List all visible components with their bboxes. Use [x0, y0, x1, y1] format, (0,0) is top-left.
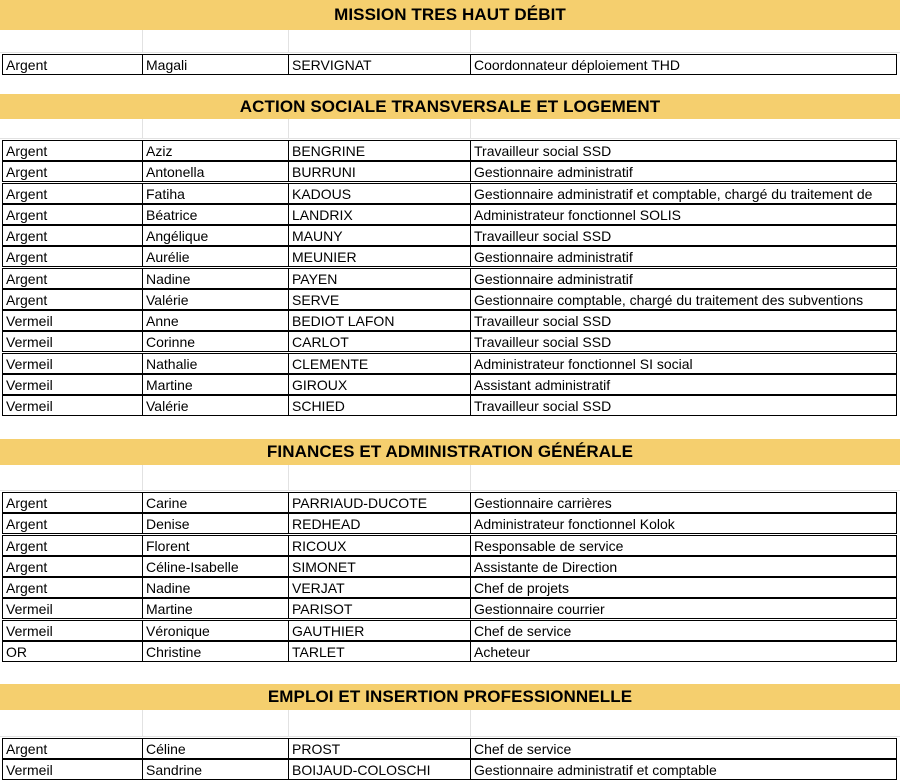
gridline	[142, 119, 143, 138]
last-name-cell[interactable]: TARLET	[288, 641, 470, 662]
job-title-cell[interactable]: Gestionnaire carrières	[470, 492, 897, 513]
job-title-cell[interactable]: Gestionnaire courrier	[470, 598, 897, 619]
last-name-cell[interactable]: BOIJAUD-COLOSCHI	[288, 759, 470, 780]
gridline	[470, 465, 471, 490]
table-row	[0, 556, 900, 577]
last-name-cell[interactable]: PARRIAUD-DUCOTE	[288, 492, 470, 513]
job-title-cell[interactable]: Travailleur social SSD	[470, 331, 897, 352]
medal-cell[interactable]: Argent	[2, 577, 142, 598]
job-title-cell[interactable]: Travailleur social SSD	[470, 225, 897, 246]
job-title-cell[interactable]: Acheteur	[470, 641, 897, 662]
job-title-cell[interactable]: Gestionnaire administratif et comptable, chargé du traitement de	[470, 183, 897, 204]
first-name-cell[interactable]: Christine	[142, 641, 288, 662]
medal-cell[interactable]: Argent	[2, 738, 142, 759]
job-title-cell[interactable]: Administrateur fonctionnel Kolok	[470, 513, 897, 534]
empty-row[interactable]	[0, 30, 900, 53]
table-row	[0, 759, 900, 780]
table-row	[0, 353, 900, 374]
last-name-cell[interactable]: PARISOT	[288, 598, 470, 619]
last-name-cell[interactable]: KADOUS	[288, 183, 470, 204]
medal-cell[interactable]: OR	[2, 641, 142, 662]
last-name-cell[interactable]: PROST	[288, 738, 470, 759]
table-row	[0, 331, 900, 352]
first-name-cell[interactable]: Antonella	[142, 161, 288, 182]
table-row	[0, 641, 900, 662]
gridline	[470, 119, 471, 138]
gridline	[470, 710, 471, 736]
job-title-cell[interactable]: Gestionnaire comptable, chargé du traitement des subventions	[470, 289, 897, 310]
last-name-cell[interactable]: SCHIED	[288, 395, 470, 416]
job-title-cell[interactable]: Chef de service	[470, 738, 897, 759]
job-title-cell[interactable]: Assistant administratif	[470, 374, 897, 395]
section-header[interactable]: EMPLOI ET INSERTION PROFESSIONNELLE	[0, 684, 900, 710]
first-name-cell[interactable]: Corinne	[142, 331, 288, 352]
job-title-cell[interactable]: Gestionnaire administratif	[470, 268, 897, 289]
medal-cell[interactable]: Argent	[2, 492, 142, 513]
table-row	[0, 535, 900, 556]
table-row	[0, 620, 900, 641]
first-name-cell[interactable]: Sandrine	[142, 759, 288, 780]
job-title-cell[interactable]: Administrateur fonctionnel SI social	[470, 353, 897, 374]
medal-cell[interactable]: Argent	[2, 535, 142, 556]
medal-cell[interactable]: Argent	[2, 140, 142, 161]
first-name-cell[interactable]: Céline	[142, 738, 288, 759]
last-name-cell[interactable]: REDHEAD	[288, 513, 470, 534]
first-name-cell[interactable]: Anne	[142, 310, 288, 331]
empty-row[interactable]	[0, 119, 900, 139]
gridline	[288, 119, 289, 138]
empty-row[interactable]	[0, 710, 900, 737]
medal-cell[interactable]: Vermeil	[2, 353, 142, 374]
first-name-cell[interactable]: Véronique	[142, 620, 288, 641]
gridline	[288, 465, 289, 490]
section-header[interactable]: ACTION SOCIALE TRANSVERSALE ET LOGEMENT	[0, 94, 900, 119]
table-row	[0, 738, 900, 759]
table-row	[0, 204, 900, 225]
table-row	[0, 577, 900, 598]
job-title-cell[interactable]: Travailleur social SSD	[470, 140, 897, 161]
medal-cell[interactable]: Argent	[2, 246, 142, 267]
first-name-cell[interactable]: Fatiha	[142, 183, 288, 204]
last-name-cell[interactable]: VERJAT	[288, 577, 470, 598]
table-row	[0, 598, 900, 619]
job-title-cell[interactable]: Chef de service	[470, 620, 897, 641]
medal-cell[interactable]: Vermeil	[2, 310, 142, 331]
table-row	[0, 513, 900, 534]
medal-cell[interactable]: Vermeil	[2, 395, 142, 416]
job-title-cell[interactable]: Administrateur fonctionnel SOLIS	[470, 204, 897, 225]
gridline	[470, 30, 471, 52]
first-name-cell[interactable]: Martine	[142, 598, 288, 619]
job-title-cell[interactable]: Gestionnaire administratif	[470, 246, 897, 267]
medal-cell[interactable]: Vermeil	[2, 620, 142, 641]
medal-cell[interactable]: Argent	[2, 225, 142, 246]
medal-cell[interactable]: Argent	[2, 161, 142, 182]
first-name-cell[interactable]: Nadine	[142, 268, 288, 289]
last-name-cell[interactable]: BEDIOT LAFON	[288, 310, 470, 331]
gridline	[142, 465, 143, 490]
first-name-cell[interactable]: Aurélie	[142, 246, 288, 267]
table-row	[0, 492, 900, 513]
first-name-cell[interactable]: Nathalie	[142, 353, 288, 374]
medal-cell[interactable]: Vermeil	[2, 331, 142, 352]
first-name-cell[interactable]: Béatrice	[142, 204, 288, 225]
medal-cell[interactable]: Argent	[2, 183, 142, 204]
section-header[interactable]: MISSION TRES HAUT DÉBIT	[0, 0, 900, 30]
first-name-cell[interactable]: Florent	[142, 535, 288, 556]
first-name-cell[interactable]: Denise	[142, 513, 288, 534]
last-name-cell[interactable]: GIROUX	[288, 374, 470, 395]
medal-cell[interactable]: Argent	[2, 268, 142, 289]
job-title-cell[interactable]: Gestionnaire administratif et comptable	[470, 759, 897, 780]
table-row	[0, 289, 900, 310]
table-row	[0, 268, 900, 289]
last-name-cell[interactable]: BURRUNI	[288, 161, 470, 182]
table-row	[0, 374, 900, 395]
medal-cell[interactable]: Argent	[2, 54, 142, 75]
first-name-cell[interactable]: Céline-Isabelle	[142, 556, 288, 577]
last-name-cell[interactable]: LANDRIX	[288, 204, 470, 225]
medal-cell[interactable]: Vermeil	[2, 374, 142, 395]
medal-cell[interactable]: Vermeil	[2, 598, 142, 619]
gridline	[288, 30, 289, 52]
table-row	[0, 140, 900, 161]
last-name-cell[interactable]: CARLOT	[288, 331, 470, 352]
table-row	[0, 246, 900, 267]
last-name-cell[interactable]: MEUNIER	[288, 246, 470, 267]
gridline	[142, 30, 143, 52]
first-name-cell[interactable]: Martine	[142, 374, 288, 395]
table-row	[0, 395, 900, 416]
empty-row[interactable]	[0, 465, 900, 491]
last-name-cell[interactable]: SIMONET	[288, 556, 470, 577]
table-row	[0, 310, 900, 331]
job-title-cell[interactable]: Travailleur social SSD	[470, 310, 897, 331]
job-title-cell[interactable]: Chef de projets	[470, 577, 897, 598]
last-name-cell[interactable]: CLEMENTE	[288, 353, 470, 374]
job-title-cell[interactable]: Responsable de service	[470, 535, 897, 556]
first-name-cell[interactable]: Valérie	[142, 289, 288, 310]
table-row	[0, 183, 900, 204]
first-name-cell[interactable]: Magali	[142, 54, 288, 75]
medal-cell[interactable]: Vermeil	[2, 759, 142, 780]
job-title-cell[interactable]: Coordonnateur déploiement THD	[470, 54, 897, 75]
last-name-cell[interactable]: SERVE	[288, 289, 470, 310]
section-header[interactable]: FINANCES ET ADMINISTRATION GÉNÉRALE	[0, 439, 900, 465]
gridline	[142, 710, 143, 736]
table-row	[0, 54, 900, 75]
job-title-cell[interactable]: Assistante de Direction	[470, 556, 897, 577]
job-title-cell[interactable]: Gestionnaire administratif	[470, 161, 897, 182]
first-name-cell[interactable]: Nadine	[142, 577, 288, 598]
table-row	[0, 225, 900, 246]
last-name-cell[interactable]: PAYEN	[288, 268, 470, 289]
medal-cell[interactable]: Argent	[2, 289, 142, 310]
last-name-cell[interactable]: BENGRINE	[288, 140, 470, 161]
medal-cell[interactable]: Argent	[2, 556, 142, 577]
medal-cell[interactable]: Argent	[2, 204, 142, 225]
last-name-cell[interactable]: GAUTHIER	[288, 620, 470, 641]
first-name-cell[interactable]: Valérie	[142, 395, 288, 416]
gridline	[288, 710, 289, 736]
last-name-cell[interactable]: MAUNY	[288, 225, 470, 246]
table-row	[0, 161, 900, 182]
job-title-cell[interactable]: Travailleur social SSD	[470, 395, 897, 416]
first-name-cell[interactable]: Carine	[142, 492, 288, 513]
first-name-cell[interactable]: Angélique	[142, 225, 288, 246]
last-name-cell[interactable]: SERVIGNAT	[288, 54, 470, 75]
last-name-cell[interactable]: RICOUX	[288, 535, 470, 556]
first-name-cell[interactable]: Aziz	[142, 140, 288, 161]
medal-cell[interactable]: Argent	[2, 513, 142, 534]
